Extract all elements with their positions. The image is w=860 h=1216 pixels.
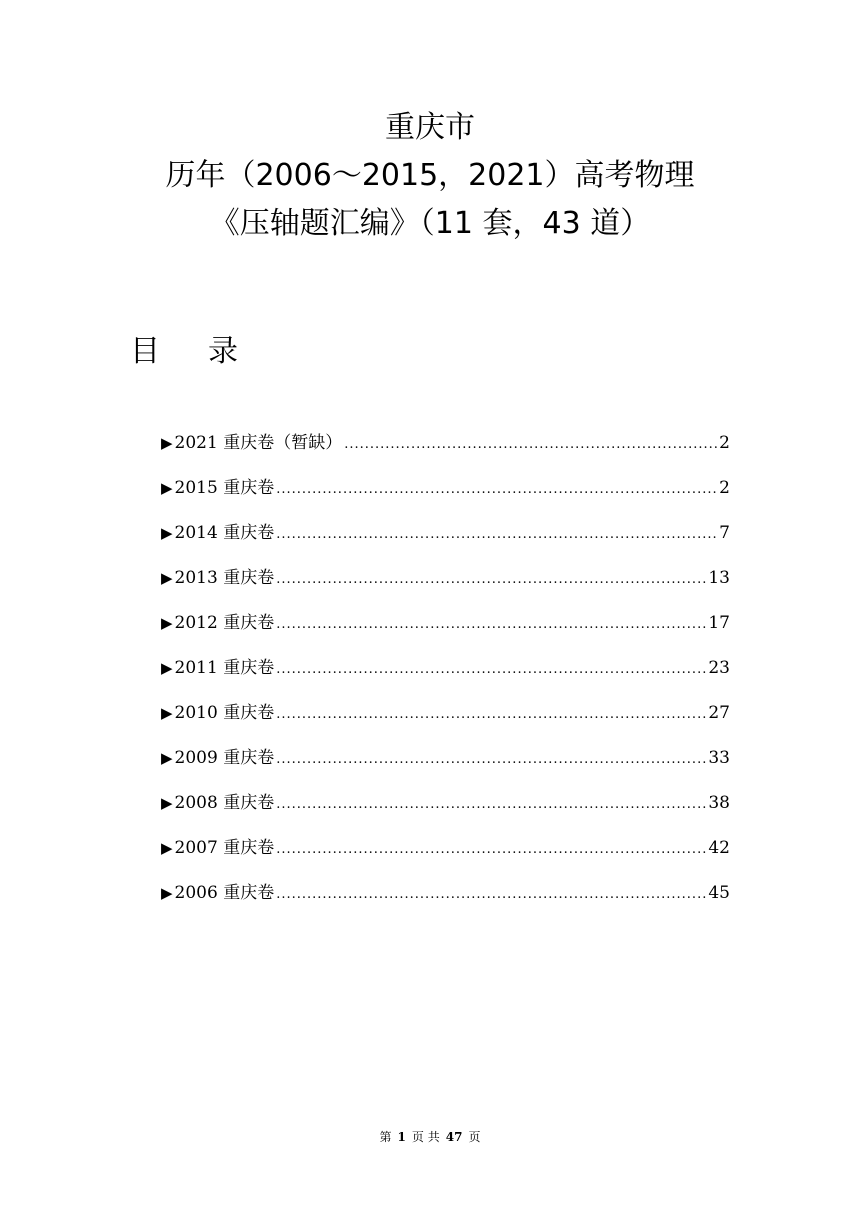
toc-entry-label: 2021 重庆卷（暂缺） bbox=[174, 433, 343, 453]
toc-entry-page: 38 bbox=[708, 793, 730, 813]
triangle-bullet-icon: ▶ bbox=[161, 479, 173, 497]
toc-entry-label: 2014 重庆卷 bbox=[174, 523, 275, 543]
triangle-bullet-icon: ▶ bbox=[161, 884, 173, 902]
toc-leader-dots bbox=[276, 882, 706, 908]
toc-entry-page: 42 bbox=[708, 838, 730, 858]
page-footer bbox=[0, 1128, 860, 1146]
toc-entry-label: 2015 重庆卷 bbox=[174, 478, 275, 498]
triangle-bullet-icon: ▶ bbox=[161, 749, 173, 767]
toc-leader-dots bbox=[276, 567, 706, 593]
title-line-collection: 《压轴题汇编》（11 套，43 道） bbox=[209, 206, 651, 241]
toc-entry-page: 2 bbox=[719, 433, 730, 453]
toc-entry-2010[interactable] bbox=[161, 700, 730, 745]
toc-leader-dots bbox=[276, 657, 706, 683]
toc-entry-2012[interactable] bbox=[161, 610, 730, 655]
triangle-bullet-icon: ▶ bbox=[161, 794, 173, 812]
footer-suffix: 页 bbox=[468, 1130, 481, 1144]
toc-leader-dots bbox=[276, 702, 706, 728]
toc-leader-dots bbox=[276, 522, 717, 548]
toc-leader-dots bbox=[276, 747, 706, 773]
toc-entry-page: 33 bbox=[708, 748, 730, 768]
toc-entry-page: 17 bbox=[708, 613, 730, 633]
toc-entry-page: 2 bbox=[719, 478, 730, 498]
toc-entry-2015[interactable] bbox=[161, 475, 730, 520]
toc-heading bbox=[130, 332, 238, 372]
triangle-bullet-icon: ▶ bbox=[161, 659, 173, 677]
toc-entry-label: 2012 重庆卷 bbox=[174, 613, 275, 633]
toc-entry-label: 2010 重庆卷 bbox=[174, 703, 275, 723]
toc-entry-2021[interactable] bbox=[161, 430, 730, 475]
title-line-city: 重庆市 bbox=[385, 110, 475, 145]
toc-entry-label: 2013 重庆卷 bbox=[174, 568, 275, 588]
footer-total-pages: 47 bbox=[445, 1130, 463, 1144]
toc-entry-label: 2007 重庆卷 bbox=[174, 838, 275, 858]
toc-entry-page: 7 bbox=[719, 523, 730, 543]
toc-entry-page: 13 bbox=[708, 568, 730, 588]
toc-leader-dots bbox=[344, 432, 717, 458]
toc-leader-dots bbox=[276, 612, 706, 638]
toc-leader-dots bbox=[276, 792, 706, 818]
toc-entry-page: 23 bbox=[708, 658, 730, 678]
toc-entry-label: 2008 重庆卷 bbox=[174, 793, 275, 813]
toc-heading-char-2: 录 bbox=[208, 334, 238, 369]
toc-entry-label: 2009 重庆卷 bbox=[174, 748, 275, 768]
title-line-subject: 历年（2006～2015，2021）高考物理 bbox=[165, 158, 695, 193]
triangle-bullet-icon: ▶ bbox=[161, 614, 173, 632]
toc-leader-dots bbox=[276, 837, 706, 863]
triangle-bullet-icon: ▶ bbox=[161, 569, 173, 587]
triangle-bullet-icon: ▶ bbox=[161, 434, 173, 452]
toc-entry-2013[interactable] bbox=[161, 565, 730, 610]
toc-entry-2014[interactable] bbox=[161, 520, 730, 565]
document-title bbox=[0, 104, 860, 248]
toc-entry-page: 27 bbox=[708, 703, 730, 723]
toc-heading-char-1: 目 bbox=[130, 334, 160, 369]
triangle-bullet-icon: ▶ bbox=[161, 524, 173, 542]
toc-entry-2009[interactable] bbox=[161, 745, 730, 790]
toc-entry-page: 45 bbox=[708, 883, 730, 903]
footer-prefix: 第 bbox=[379, 1130, 392, 1144]
toc-entry-label: 2011 重庆卷 bbox=[174, 658, 275, 678]
toc-leader-dots bbox=[276, 477, 717, 503]
footer-middle: 页 共 bbox=[411, 1130, 440, 1144]
toc-entry-2006[interactable] bbox=[161, 880, 730, 925]
footer-current-page: 1 bbox=[397, 1130, 406, 1144]
triangle-bullet-icon: ▶ bbox=[161, 839, 173, 857]
table-of-contents bbox=[161, 430, 730, 925]
toc-entry-2008[interactable] bbox=[161, 790, 730, 835]
toc-entry-label: 2006 重庆卷 bbox=[174, 883, 275, 903]
triangle-bullet-icon: ▶ bbox=[161, 704, 173, 722]
toc-entry-2011[interactable] bbox=[161, 655, 730, 700]
toc-entry-2007[interactable] bbox=[161, 835, 730, 880]
